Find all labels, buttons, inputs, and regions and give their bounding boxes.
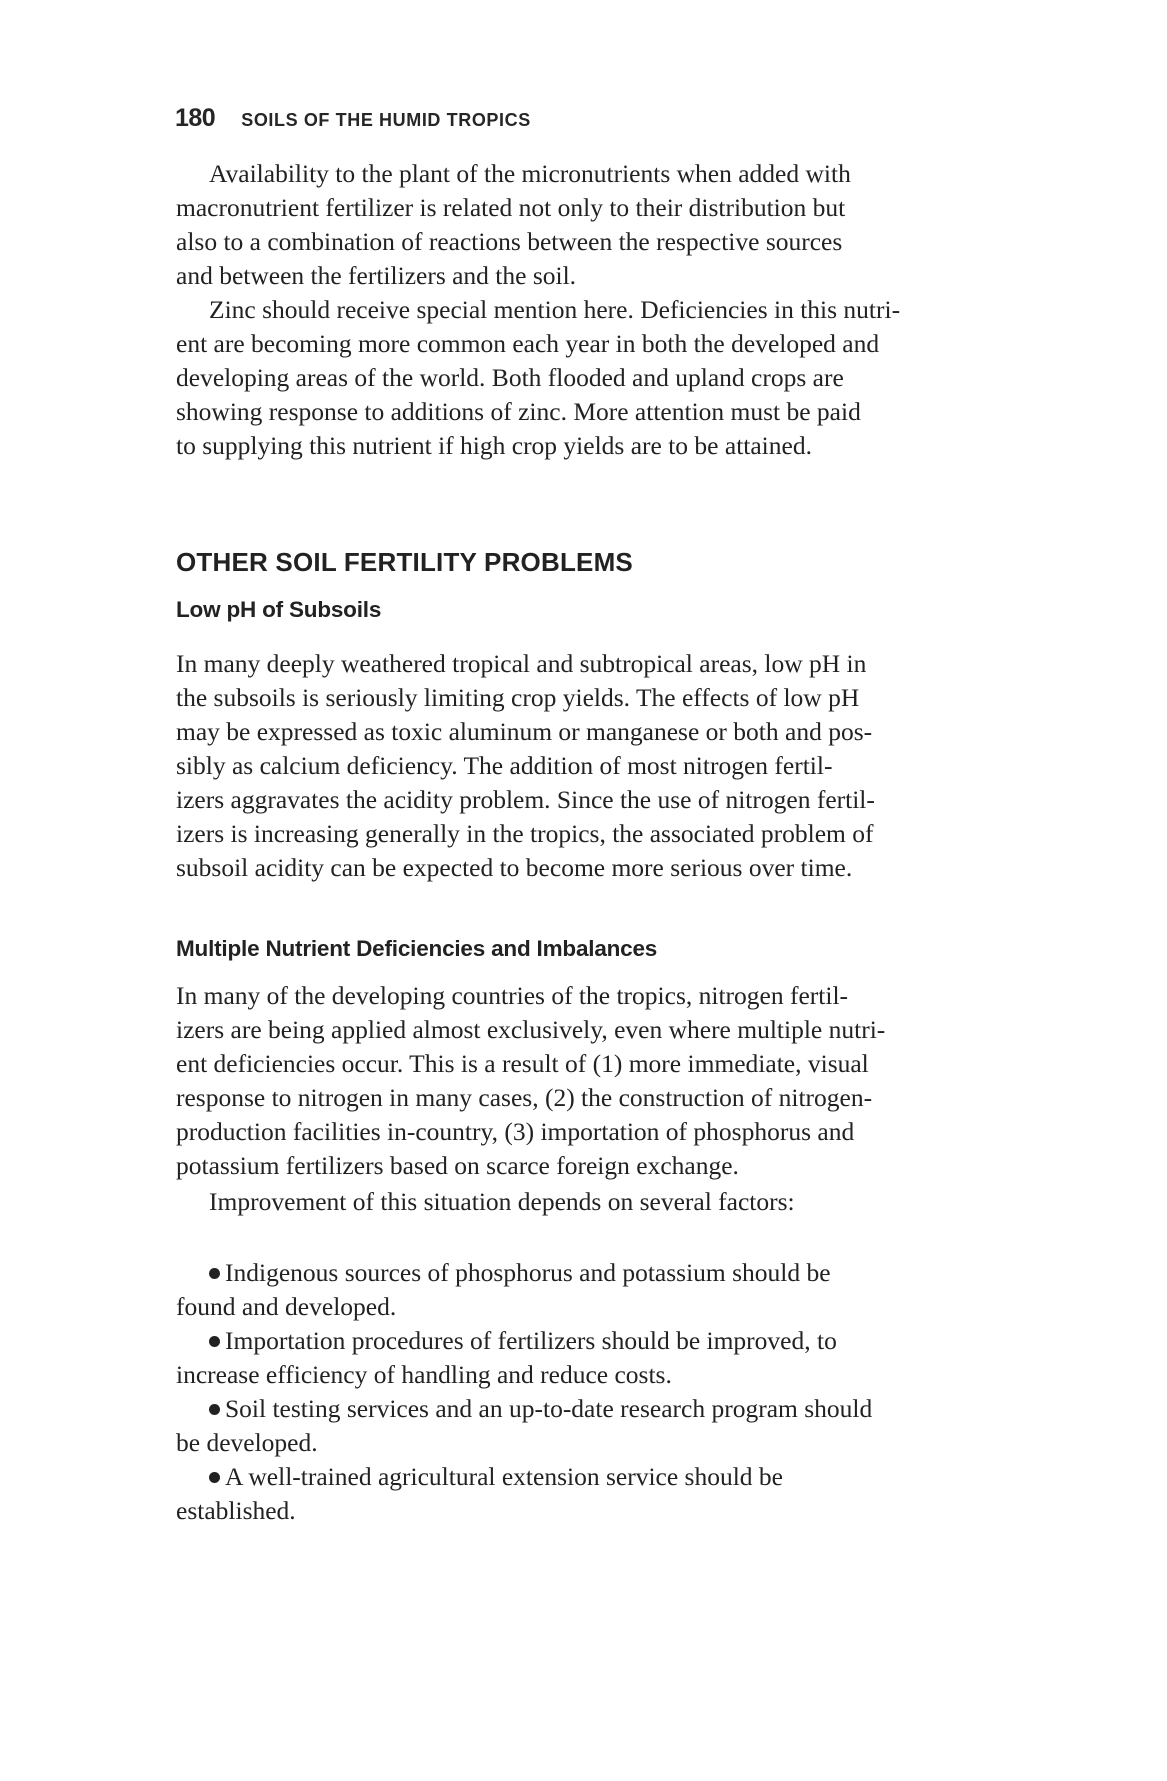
subsection-heading-multiple-nutrient: Multiple Nutrient Deficiencies and Imbalances xyxy=(176,936,658,961)
text-line: potassium fertilizers based on scarce foreign exchange. xyxy=(176,1151,739,1180)
bullet-text-continued: found and developed. xyxy=(176,1292,397,1321)
text-line: subsoil acidity can be expected to become more serious over time. xyxy=(176,853,853,882)
bullet-text-continued: be developed. xyxy=(176,1428,318,1457)
text-line: izers is increasing generally in the tropics, the associated problem of xyxy=(176,819,874,848)
bullet-text-continued: established. xyxy=(176,1496,296,1525)
text-line: also to a combination of reactions between the respective sources xyxy=(176,227,843,256)
text-line: may be expressed as toxic aluminum or manganese or both and pos- xyxy=(176,717,873,746)
text-line: the subsoils is seriously limiting crop yields. The effects of low pH xyxy=(176,683,860,712)
text-line: ent are becoming more common each year in both the developed and xyxy=(176,329,880,358)
text-line: ent deficiencies occur. This is a result of (1) more immediate, visual xyxy=(176,1049,869,1078)
bullet-text-continued: increase efficiency of handling and reduce costs. xyxy=(176,1360,672,1389)
bullet-text: Indigenous sources of phosphorus and potassium should be xyxy=(225,1258,831,1287)
text-line: to supplying this nutrient if high crop yields are to be attained. xyxy=(176,431,812,460)
bullet-text: Importation procedures of fertilizers should be improved, to xyxy=(225,1326,837,1355)
text-line: sibly as calcium deficiency. The addition of most nitrogen fertil- xyxy=(176,751,833,780)
running-title: SOILS OF THE HUMID TROPICS xyxy=(241,110,531,130)
text-line: showing response to additions of zinc. More attention must be paid xyxy=(176,397,861,426)
bullet-icon xyxy=(209,1336,220,1347)
bullet-text: A well-trained agricultural extension service should be xyxy=(225,1462,783,1491)
text-line: izers are being applied almost exclusively, even where multiple nutri- xyxy=(176,1015,886,1044)
bullet-icon xyxy=(209,1404,220,1415)
text-line: production facilities in-country, (3) importation of phosphorus and xyxy=(176,1117,855,1146)
text-line: response to nitrogen in many cases, (2) the construction of nitrogen- xyxy=(176,1083,873,1112)
subsection-heading-low-ph: Low pH of Subsoils xyxy=(176,597,382,622)
bullet-icon xyxy=(209,1472,220,1483)
lead-in-line: Improvement of this situation depends on several factors: xyxy=(209,1187,795,1216)
text-line: In many of the developing countries of the tropics, nitrogen fertil- xyxy=(176,981,849,1010)
text-line: Availability to the plant of the micronutrients when added with xyxy=(209,159,851,188)
page-number: 180 xyxy=(175,104,216,132)
section-heading: OTHER SOIL FERTILITY PROBLEMS xyxy=(176,547,633,577)
text-line: macronutrient fertilizer is related not only to their distribution but xyxy=(176,193,846,222)
text-line: In many deeply weathered tropical and subtropical areas, low pH in xyxy=(176,649,867,678)
bullet-text: Soil testing services and an up-to-date research program should xyxy=(225,1394,873,1423)
running-head xyxy=(175,104,531,133)
text-line: developing areas of the world. Both flooded and upland crops are xyxy=(176,363,844,392)
bullet-icon xyxy=(209,1268,220,1279)
text-line: izers aggravates the acidity problem. Since the use of nitrogen fertil- xyxy=(176,785,875,814)
text-line: and between the fertilizers and the soil. xyxy=(176,261,577,290)
text-line: Zinc should receive special mention here. Deficiencies in this nutri- xyxy=(209,295,901,324)
